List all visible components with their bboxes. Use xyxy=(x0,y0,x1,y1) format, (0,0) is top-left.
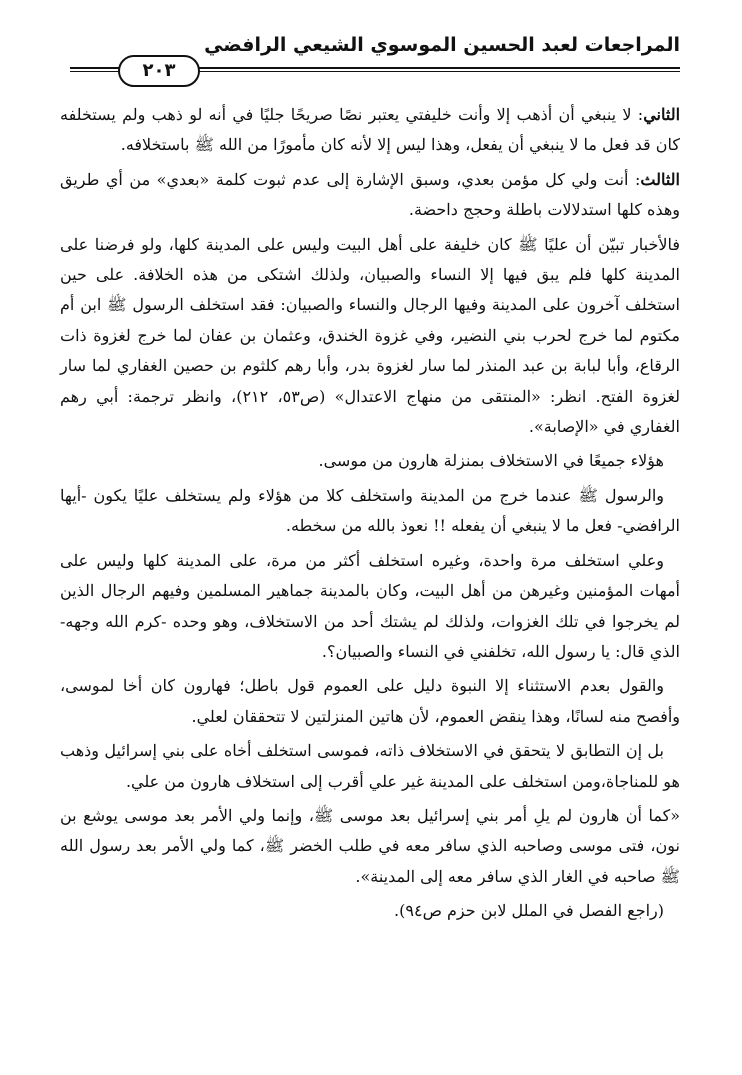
paragraph-text: (راجع الفصل في الملل لابن حزم ص٩٤). xyxy=(394,901,664,921)
paragraph-text: وعلي استخلف مرة واحدة، وغيره استخلف أكثر من مرة، على المدينة كلها وليس على أمهات المؤمنين وغيرهن من أهل البيت، وكان بالمدينة جماهير المسلمين وفيهم الرجال الذين لم يخرجوا في تلك الغزوات، ولذلك لم يشتك أحد من الاستخلاف، وهو وحده -كرم الله وجهه- الذي قال: يا رسول الله، تخلفني في النساء والصبيان؟. xyxy=(60,550,680,661)
paragraph-text: بل إن التطابق لا يتحقق في الاستخلاف ذاته، فموسى استخلف أخاه على بني إسرائيل وذهب هو للمناجاة،ومن استخلف على المدينة غير علي أقرب إلى استخلاف هارون من علي. xyxy=(60,741,680,791)
paragraph xyxy=(60,481,680,542)
paragraph-lead: الثاني xyxy=(643,105,681,124)
paragraph-text: «كما أن هارون لم يلِ أمر بني إسرائيل بعد موسى ﷺ، وإنما ولي الأمر بعد موسى يوشع بن نون، فتى موسى وصاحبه الذي سافر معه في طلب الخضر ﷺ، كما ولي الأمر بعد رسول الله ﷺ صاحبه في الغار الذي سافر معه إلى المدينة». xyxy=(60,805,680,886)
running-title: المراجعات لعبد الحسين الموسوي الشيعي الرافضي xyxy=(204,34,680,56)
paragraph-text: فالأخبار تبيّن أن عليًا ﷺ كان خليفة على أهل البيت وليس على المدينة كلها، ولو فرضنا على المدينة كلها فلم يبق فيها إلا النساء والصبيان، ولذلك اشتكى من هذه الخلافة. على حين استخلف آخرون على المدينة وفيها الرجال والنساء والصبيان: فقد استخلف الرسول ﷺ ابن أم مكتوم لما خرج لحرب بني النضير، وفي غزوة الخندق، وعثمان بن عفان لما خرج لغزوة ذات الرقاع، وأبا لبابة بن عبد المنذر لما سار لغزوة بدر، وأبا رهم كلثوم بن حصين الغفاري لما سار لغزوة الفتح. انظر: «المنتقى من منهاج الاعتدال» (ص٥٣، ٢١٢)، وانظر ترجمة: أبي رهم الغفاري في «الإصابة». xyxy=(60,234,680,437)
paragraph xyxy=(60,230,680,443)
citation xyxy=(60,896,680,926)
paragraph xyxy=(60,546,680,668)
paragraph xyxy=(60,100,680,161)
paragraph-text: هؤلاء جميعًا في الاستخلاف بمنزلة هارون من موسى. xyxy=(318,451,664,471)
paragraph xyxy=(60,736,680,797)
paragraph-text: والرسول ﷺ عندما خرج من المدينة واستخلف كلا من هؤلاء ولم يستخلف عليًا يكون -أيها الرافضي- فعل ما لا ينبغي أن يفعله !! نعوذ بالله من سخطه. xyxy=(60,485,680,536)
paragraph xyxy=(60,165,680,226)
paragraph-text: والقول بعدم الاستثناء إلا النبوة دليل على العموم قول باطل؛ فهارون كان أخا لموسى، وأفصح منه لسانًا، وهذا ينقض العموم، لأن هاتين المنزلتين لا تتحققان لعلي. xyxy=(60,676,680,726)
paragraph xyxy=(60,446,680,476)
page-header xyxy=(70,34,680,96)
paragraph-text: : لا ينبغي أن أذهب إلا وأنت خليفتي يعتبر نصًا صريحًا جليًا في أنه لو ذهب ولم يستخلفه كان قد فعل ما لا ينبغي أن يفعل، وهذا ليس إلا لأنه كان مأمورًا من الله ﷺ باستخلافه. xyxy=(60,105,680,155)
paragraph-text: : أنت ولي كل مؤمن بعدي، وسبق الإشارة إلى عدم ثبوت كلمة «بعدي» من أي طريق وهذه كلها استدلالات باطلة وحجج داحضة. xyxy=(60,169,680,220)
paragraph-lead: الثالث xyxy=(640,169,680,189)
paragraph xyxy=(60,671,680,732)
page-number: ٢٠٣ xyxy=(118,55,200,87)
quotation xyxy=(60,801,680,892)
body-text xyxy=(60,100,680,931)
